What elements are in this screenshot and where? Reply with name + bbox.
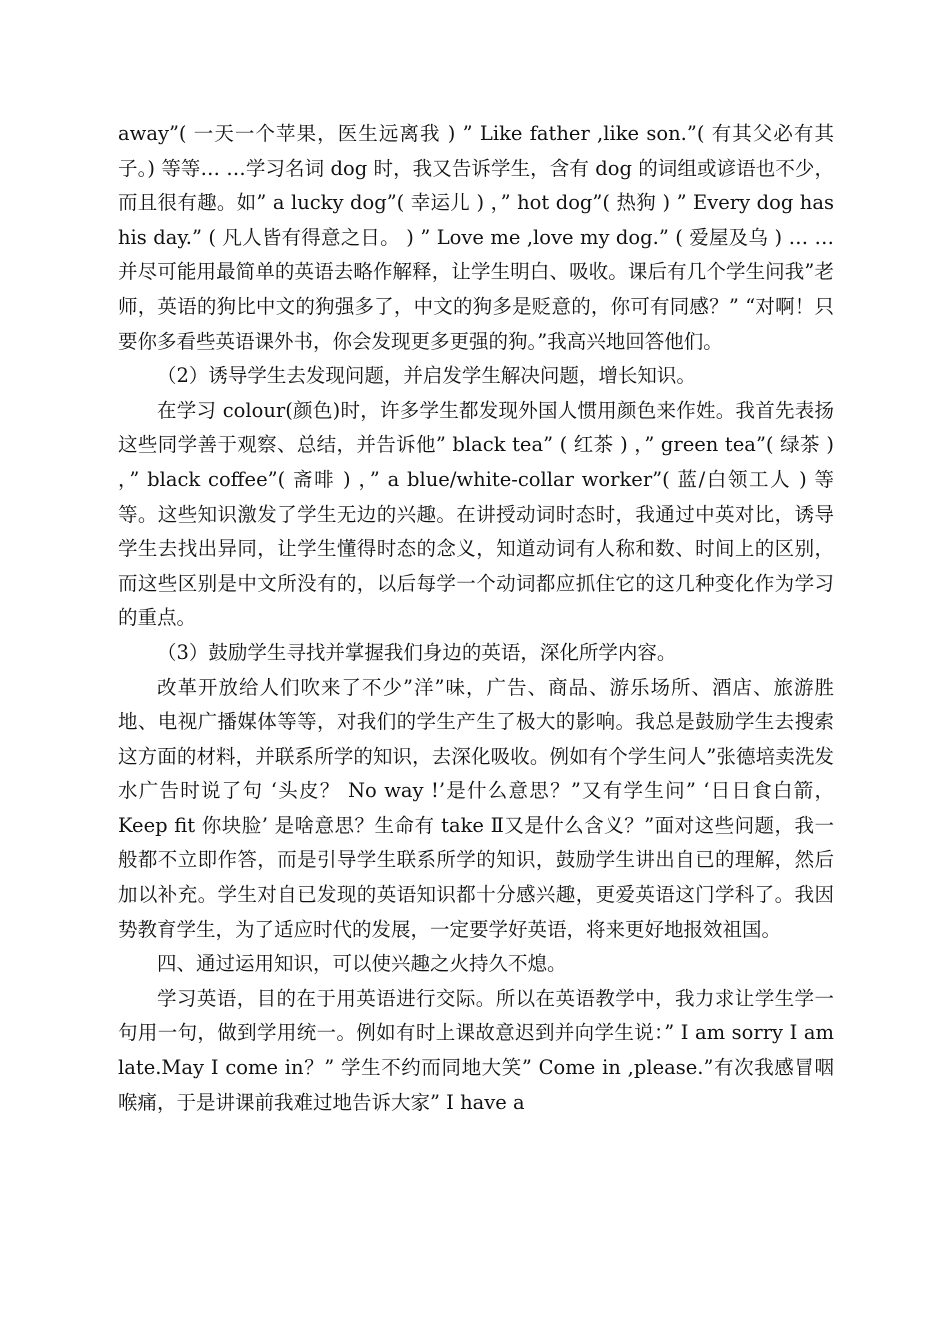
paragraph-continuation: away”( 一天一个苹果，医生远离我 ) ” Like father ,like son.”( 有其父必有其子。) 等等… …学习名词 dog 时，我又告诉学生，含有 dog 的词组或谚语也不少，而且很有趣。如” a lucky dog”( 幸运儿 ) ，” hot dog”( 热狗 ) ” Every dog has his day.” ( 凡人皆有得意之日。 ) ” Love me ,love my dog.” ( 爱屋及乌 ) … …并尽可能用最简单的英语去略作解释，让学生明白、吸收。课后有几个学生问我”老师，英语的狗比中文的狗强多了，中文的狗多是贬意的，你可有同感？” “对啊！只要你多看些英语课外书，你会发现更多更强的狗。”我高兴地回答他们。: [118, 122, 834, 353]
subheading-2: （2）诱导学生去发现问题，并启发学生解决问题，增长知识。: [157, 364, 696, 388]
section-heading-4: 四、通过运用知识，可以使兴趣之火持久不熄。: [157, 952, 567, 976]
subheading-3: （3）鼓励学生寻找并掌握我们身边的英语，深化所学内容。: [157, 640, 677, 664]
paragraph-colour: 在学习 colour(颜色)时，许多学生都发现外国人惯用颜色来作姓。我首先表扬这些同学善于观察、总结，并告诉他” black tea” ( 红茶 ) ，” green tea”( 绿茶 ) ，” black coffee”( 斋啡 ) ，” a blue/white-collar worker”( 蓝/白领工人 ) 等等。这些知识激发了学生无边的兴趣。在讲授动词时态时，我通过中英对比，诱导学生去找出异同，让学生懂得时态的念义，知道动词有人称和数、时间上的区别，而这些区别是中文所没有的，以后每学一个动词都应抓住它的这几种变化作为学习的重点。: [118, 398, 834, 630]
paragraph-communication: 学习英语，目的在于用英语进行交际。所以在英语教学中，我力求让学生学一句用一句，做到学用统一。例如有时上课故意迟到并向学生说：” I am sorry I am late.May I come in？” 学生不约而同地大笑” Come in ,please.”有次我感冒咽喉痛，于是讲课前我难过地告诉大家” I have a: [118, 986, 834, 1114]
document-page: [118, 117, 834, 1120]
paragraph-reform: 改革开放给人们吹来了不少”洋”味，广告、商品、游乐场所、酒店、旅游胜地、电视广播媒体等等，对我们的学生产生了极大的影响。我总是鼓励学生去搜索这方面的材料，并联系所学的知识，去深化吸收。例如有个学生问人”张德培卖洗发水广告时说了句 ‘头皮？ No way !’是什么意思？”又有学生问” ‘日日食白箭，Keep fit 你块脸’ 是啥意思？生命有 take Ⅱ又是什么含义？”面对这些问题，我一般都不立即作答，而是引导学生联系所学的知识，鼓励学生讲出自已的理解，然后加以补充。学生对自已发现的英语知识都十分感兴趣，更爱英语这门学科了。我因势教育学生，为了适应时代的发展，一定要学好英语，将来更好地报效祖国。: [118, 675, 834, 941]
